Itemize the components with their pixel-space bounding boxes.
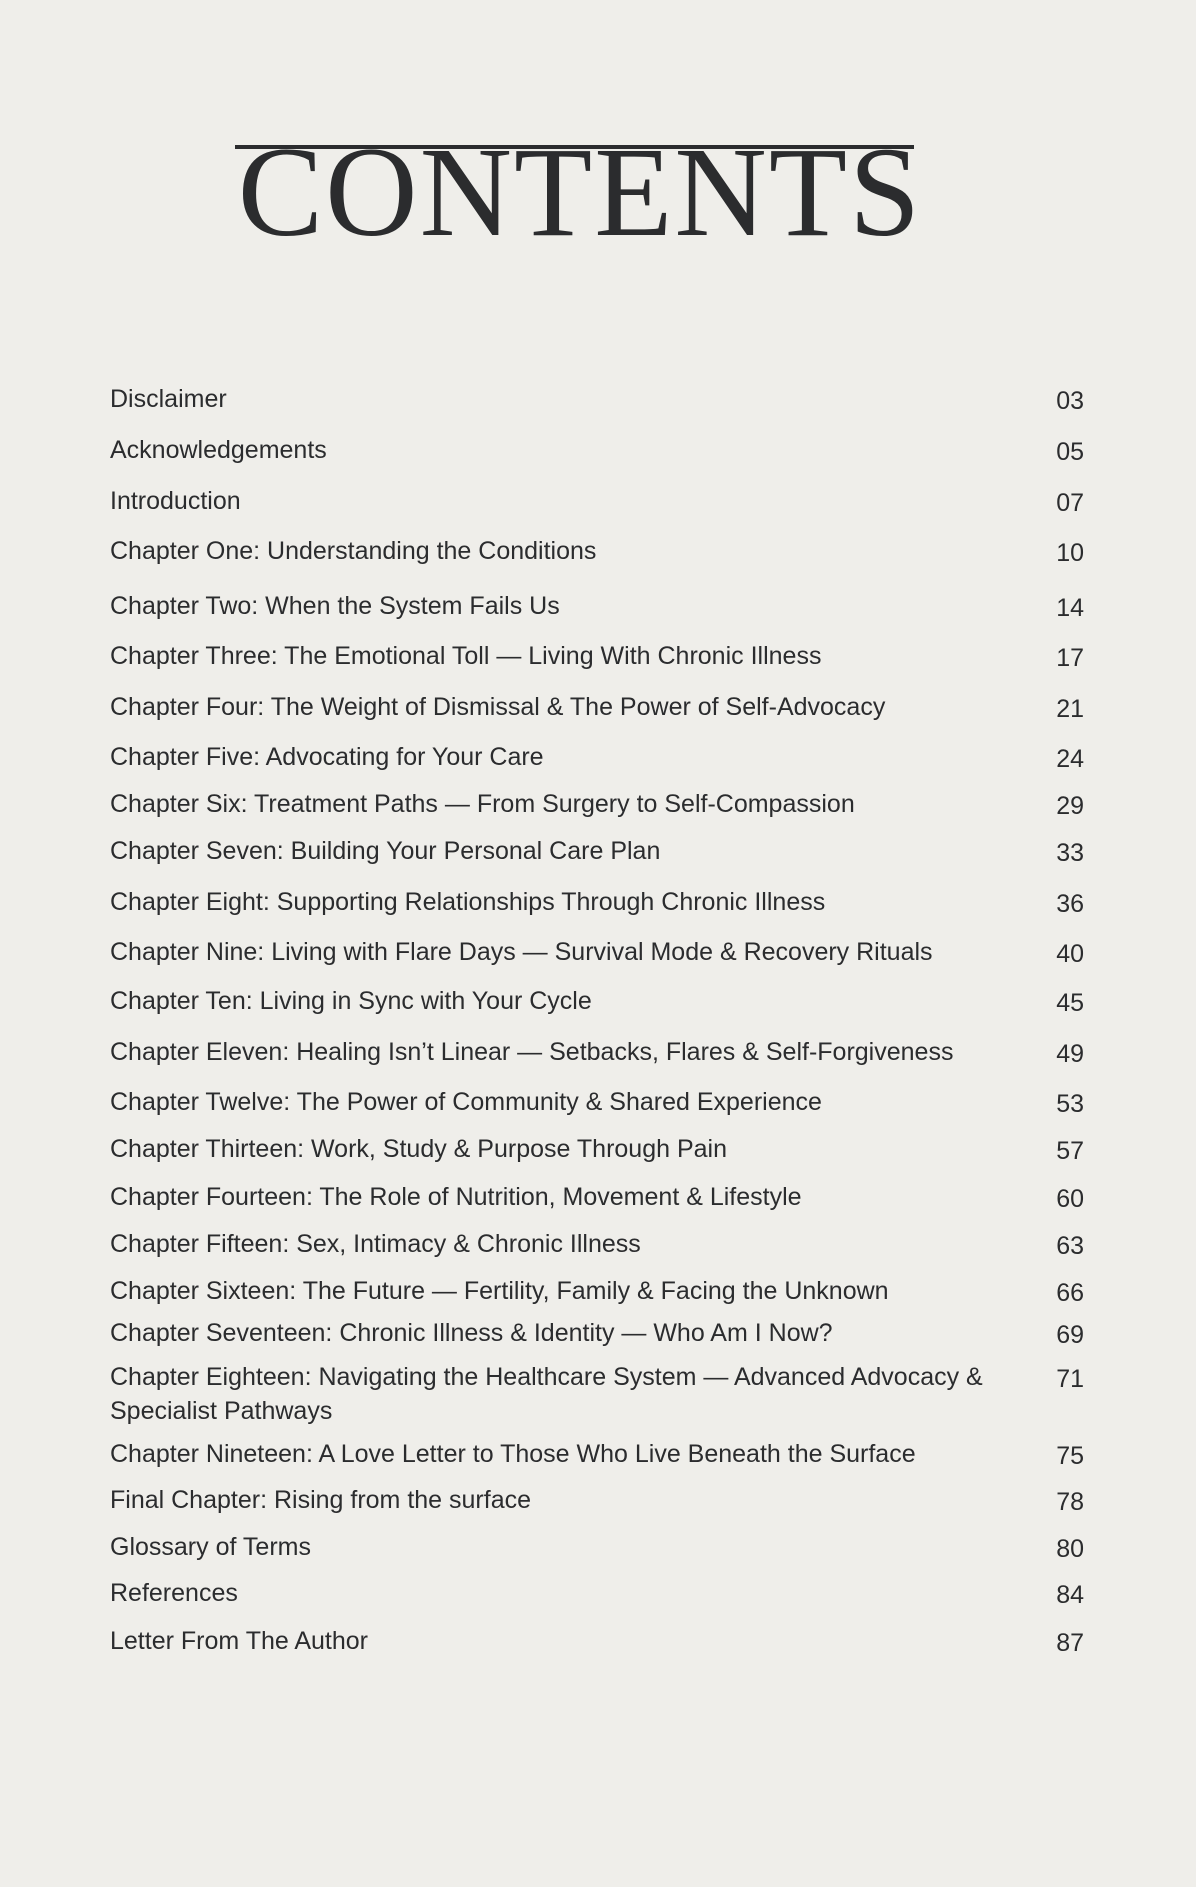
- toc-entry-page-number: 21: [1056, 695, 1084, 723]
- toc-entry-label: Chapter Nineteen: A Love Letter to Those Who Live Beneath the Surface: [110, 1440, 916, 1468]
- toc-entry-label: Disclaimer: [110, 385, 227, 413]
- toc-entry-page-number: 24: [1056, 745, 1084, 773]
- toc-entry-label: Chapter Eight: Supporting Relationships Through Chronic Illness: [110, 888, 826, 916]
- toc-entry-page-number: 71: [1056, 1365, 1084, 1393]
- toc-entry-label: Chapter Eighteen: Navigating the Healthcare System — Advanced Advocacy & Specialist Pathways: [110, 1363, 983, 1425]
- toc-entry-label: Chapter Eleven: Healing Isn’t Linear — Setbacks, Flares & Self-Forgiveness: [110, 1038, 954, 1066]
- toc-entry-label: Chapter Five: Advocating for Your Care: [110, 743, 544, 771]
- toc-entry-label: Chapter Ten: Living in Sync with Your Cycle: [110, 987, 592, 1015]
- toc-entry-label: References: [110, 1579, 238, 1607]
- toc-entry-page-number: 80: [1056, 1535, 1084, 1563]
- toc-entry-page-number: 57: [1056, 1137, 1084, 1165]
- page-title: CONTENTS: [237, 121, 923, 263]
- toc-entry-page-number: 05: [1056, 438, 1084, 466]
- toc-entry-page-number: 45: [1056, 989, 1084, 1017]
- toc-entry-label: Chapter Fourteen: The Role of Nutrition, Movement & Lifestyle: [110, 1183, 802, 1211]
- toc-entry-label: Introduction: [110, 487, 241, 515]
- toc-entry-label: Chapter Two: When the System Fails Us: [110, 592, 560, 620]
- toc-entry-page-number: 87: [1056, 1629, 1084, 1657]
- toc-entry-page-number: 69: [1056, 1321, 1084, 1349]
- toc-entry-page-number: 07: [1056, 489, 1084, 517]
- toc-entry-label: Chapter Six: Treatment Paths — From Surgery to Self-Compassion: [110, 790, 855, 818]
- toc-entry-page-number: 17: [1056, 644, 1084, 672]
- toc-entry-page-number: 66: [1056, 1279, 1084, 1307]
- toc-entry-page-number: 10: [1056, 539, 1084, 567]
- toc-entry-label: Chapter Fifteen: Sex, Intimacy & Chronic Illness: [110, 1230, 641, 1258]
- toc-entry-page-number: 53: [1056, 1090, 1084, 1118]
- toc-entry-page-number: 63: [1056, 1232, 1084, 1260]
- toc-entry-page-number: 75: [1056, 1442, 1084, 1470]
- toc-entry-label: Chapter Sixteen: The Future — Fertility, Family & Facing the Unknown: [110, 1277, 889, 1305]
- toc-entry-label: Chapter Seventeen: Chronic Illness & Identity — Who Am I Now?: [110, 1319, 833, 1347]
- toc-entry-label: Chapter Thirteen: Work, Study & Purpose Through Pain: [110, 1135, 728, 1163]
- toc-entry-page-number: 33: [1056, 839, 1084, 867]
- toc-entry-page-number: 03: [1056, 387, 1084, 415]
- toc-entry-page-number: 84: [1056, 1581, 1084, 1609]
- toc-entry-label: Chapter Twelve: The Power of Community & Shared Experience: [110, 1088, 822, 1116]
- toc-entry-label: Glossary of Terms: [110, 1533, 311, 1561]
- toc-entry-label: Chapter One: Understanding the Conditions: [110, 537, 597, 565]
- toc-entry-label: Chapter Three: The Emotional Toll — Living With Chronic Illness: [110, 642, 822, 670]
- toc-entry-page-number: 78: [1056, 1488, 1084, 1516]
- toc-entry-page-number: 60: [1056, 1185, 1084, 1213]
- toc-entry-page-number: 40: [1056, 940, 1084, 968]
- toc-entry-page-number: 29: [1056, 792, 1084, 820]
- toc-entry-label: Chapter Four: The Weight of Dismissal & The Power of Self-Advocacy: [110, 693, 886, 721]
- toc-entry-label: Letter From The Author: [110, 1627, 368, 1655]
- toc-entry-label: Chapter Nine: Living with Flare Days — Survival Mode & Recovery Rituals: [110, 938, 933, 966]
- toc-entry-page-number: 49: [1056, 1040, 1084, 1068]
- toc-entry-label: Acknowledgements: [110, 436, 327, 464]
- toc-entry-page-number: 36: [1056, 890, 1084, 918]
- toc-entry-label: Final Chapter: Rising from the surface: [110, 1486, 532, 1514]
- toc-entry-label: Chapter Seven: Building Your Personal Care Plan: [110, 837, 661, 865]
- toc-entry-page-number: 14: [1056, 594, 1084, 622]
